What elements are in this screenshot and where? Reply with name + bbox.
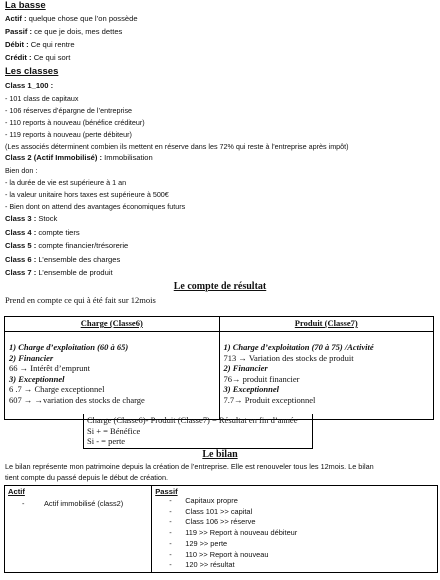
bullet-dash: - [169, 528, 172, 538]
compte-intro: Prend en compte ce qui à été fait sur 12mois [5, 295, 156, 305]
bullet-dash: - [22, 499, 25, 508]
passif-item-text: Class 101 >> capital [185, 506, 253, 516]
definition-row [5, 14, 138, 23]
passif-item [155, 550, 434, 561]
passif-cell [152, 486, 438, 573]
charge-cell [5, 332, 220, 420]
definition-term: Passif : [5, 27, 33, 36]
class-row [5, 268, 113, 277]
produit-line: 713 → Variation des stocks de produit [223, 352, 354, 363]
actif-header: Actif [8, 487, 25, 496]
class2-line: - la valeur unitaire hors taxes est supérieure à 500€ [5, 190, 169, 199]
bullet-dash: - [169, 517, 172, 527]
passif-item-text: 120 >> résultat [185, 560, 235, 570]
bilan-paragraph-line1: Le bilan représente mon patrimoine depuis la création de l’entreprise. Elle est renouveler tous les 12mois. Le bilan [5, 462, 374, 471]
class-row [5, 241, 128, 250]
section-title-bilan: Le bilan [202, 449, 238, 460]
charge-line: 3) Exceptionnel [9, 373, 65, 384]
bilan-table [4, 485, 438, 573]
class1-line: - 110 reports à nouveau (bénéfice créditeur) [5, 118, 145, 127]
result-positive: Si + = Bénéfice [87, 425, 141, 436]
result-box [83, 414, 313, 449]
definition-text: Ce qui rentre [28, 40, 75, 49]
passif-item [155, 517, 434, 528]
passif-item-text: Capitaux propre [185, 496, 238, 505]
section-title-basse: La basse [5, 0, 46, 11]
class2-line: - la durée de vie est supérieure à 1 an [5, 178, 127, 187]
definition-text: quelque chose que l’on possède [26, 14, 138, 23]
bilan-paragraph-line2: tient compte du passé depuis le début de création. [5, 473, 169, 482]
passif-item-text: 129 >> perte [185, 538, 228, 548]
definition-row [5, 40, 75, 49]
produit-header: Produit (Classe7) [219, 317, 434, 332]
class1-heading: Class 1_100 : [5, 81, 54, 90]
section-title-classes: Les classes [5, 66, 59, 77]
compte-table [4, 316, 434, 420]
class-term: Class 6 : [5, 254, 37, 264]
passif-item-text: Class 106 >> réserve [185, 517, 256, 527]
class2-heading: Class 2 (Actif Immobilisé) : [5, 153, 103, 162]
produit-line: 3) Exceptionnel [223, 384, 279, 394]
actif-item-text: Actif immobilisé (class2) [44, 499, 124, 508]
class2-heading-rest: Immobilisation [102, 153, 153, 162]
definition-term: Débit : [5, 40, 29, 49]
passif-item-text: 119 >> Report à nouveau débiteur [185, 528, 298, 538]
class-text: compte financier/trésorerie [36, 241, 129, 250]
result-negative: Si - = perte [87, 436, 126, 446]
passif-item [155, 528, 434, 539]
definition-row [5, 53, 70, 62]
class-term: Class 4 : [5, 227, 37, 237]
class-term: Class 7 : [5, 268, 37, 277]
definition-term: Actif : [5, 14, 27, 23]
class-text: L’ensemble des charges [36, 254, 121, 264]
passif-item-text: 110 >> Report à nouveau [185, 549, 269, 559]
bullet-dash: - [169, 549, 172, 559]
passif-item [155, 507, 434, 518]
passif-item [155, 539, 434, 550]
charge-header: Charge (Classe6) [5, 317, 220, 332]
passif-item [155, 560, 434, 571]
charge-line: 2) Financier [9, 352, 54, 363]
class-row [5, 255, 120, 264]
passif-header: Passif [155, 487, 178, 496]
charge-line: 66 → Intérêt d’emprunt [9, 363, 90, 373]
definition-text: Ce qui sort [31, 53, 71, 62]
class-text: L’ensemble de produit [36, 268, 113, 277]
bullet-dash: - [169, 560, 172, 570]
class-term: Class 3 : [5, 214, 37, 223]
class-text: Stock [36, 214, 58, 223]
charge-line: 6 .7 → Charge exceptionnel [9, 384, 105, 394]
produit-line: 76→ produit financier [223, 373, 300, 384]
actif-cell [5, 486, 152, 573]
section-title-compte: Le compte de résultat [173, 281, 267, 292]
definition-term: Crédit : [5, 53, 32, 62]
class-row [5, 214, 57, 223]
passif-item [155, 496, 434, 507]
definition-row [5, 27, 122, 36]
actif-item [8, 499, 148, 510]
class1-line: - 101 class de capitaux [5, 94, 79, 103]
class2-line: - Bien dont on attend des avantages économiques futurs [5, 202, 186, 211]
produit-line: 1) Charge d’exploitation (70 à 75) /Activité [223, 342, 374, 352]
class1-line: - 106 réserves d’épargne de l’entreprise [5, 106, 133, 115]
bullet-dash: - [169, 496, 172, 505]
class1-line: - 119 reports à nouveau (perte débiteur) [5, 130, 132, 139]
definition-text: ce que je dois, mes dettes [32, 27, 123, 36]
class2-line: Bien don : [5, 166, 38, 175]
produit-line: 7.7→ Produit exceptionnel [223, 394, 316, 405]
produit-line: 2) Financier [223, 363, 268, 373]
charge-line: 607 → →variation des stocks de charge [9, 394, 145, 405]
class1-line: (Les associés déterminent combien ils mettent en réserve dans les 72% qui reste à l’entreprise après impôt) [5, 142, 349, 151]
bullet-dash: - [169, 506, 172, 516]
class-term: Class 5 : [5, 241, 37, 250]
class-text: compte tiers [36, 227, 80, 237]
result-formula: Charge (Classe6)- Produit (Classe7) = Résultat en fin d’année [87, 415, 298, 425]
produit-cell [219, 332, 434, 420]
bullet-dash: - [169, 538, 172, 548]
charge-line: 1) Charge d’exploitation (60 à 65) [9, 342, 129, 352]
class2-heading-line [5, 153, 153, 162]
class-row [5, 228, 80, 237]
